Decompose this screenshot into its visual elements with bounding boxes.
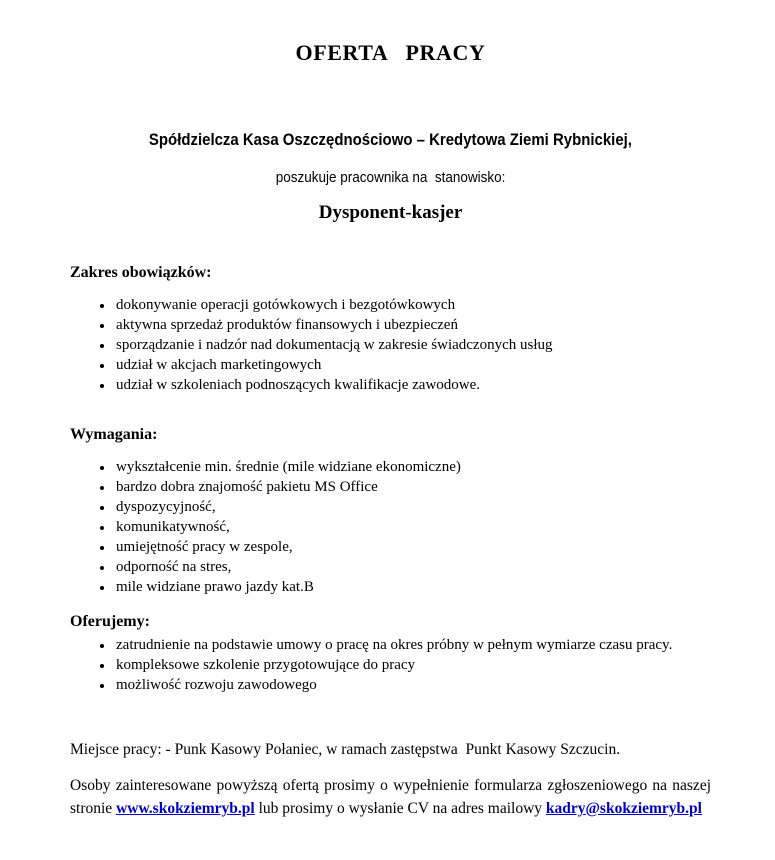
closing-paragraph <box>70 774 711 820</box>
company-line <box>70 130 711 150</box>
bullet-item: • odporność na stres, <box>114 557 711 577</box>
section-heading-requirements: Wymagania: <box>70 426 158 443</box>
bullet-item: • wykształcenie min. średnie (mile widziane ekonomiczne) <box>114 457 711 477</box>
closing-text-2: lub prosimy o wysłanie CV na adres mailowy <box>254 800 546 817</box>
bullet-item: • udział w akcjach marketingowych <box>114 355 711 375</box>
bullet-list-responsibilities <box>70 295 711 395</box>
bullet-item: • udział w szkoleniach podnoszących kwalifikacje zawodowe. <box>114 375 711 395</box>
bullet-item: • sporządzanie i nadzór nad dokumentacją w zakresie świadczonych usług <box>114 335 711 355</box>
section-responsibilities <box>70 264 711 395</box>
bullet-item: • aktywna sprzedaż produktów finansowych i ubezpieczeń <box>114 315 711 335</box>
intro-line-wrap <box>70 169 711 187</box>
section-offer <box>70 613 711 695</box>
section-heading-offer: Oferujemy: <box>70 613 150 630</box>
document-title: OFERTA PRACY <box>295 40 486 65</box>
intro-line: poszukuje pracownika na stanowisko: <box>275 169 506 186</box>
bullet-item: • możliwość rozwoju zawodowego <box>114 675 711 695</box>
bullet-item: • umiejętność pracy w zespole, <box>114 537 711 557</box>
email-link[interactable]: kadry@skokziemryb.pl <box>545 800 702 817</box>
location-line: Miejsce pracy: - Punk Kasowy Połaniec, w ramach zastępstwa Punkt Kasowy Szczucin. <box>70 741 621 758</box>
bullet-item: • kompleksowe szkolenie przygotowujące do pracy <box>114 655 711 675</box>
bullet-item: • mile widziane prawo jazdy kat.B <box>114 577 711 597</box>
bullet-item: • zatrudnienie na podstawie umowy o pracę na okres próbny w pełnym wymiarze czasu pracy. <box>114 635 711 655</box>
closing-text-1: Osoby zainteresowane powyższą ofertą prosimy o wypełnienie formularza zgłoszeniowego na naszej stronie <box>70 777 711 817</box>
bullet-item: • dyspozycyjność, <box>114 497 711 517</box>
section-requirements <box>70 426 711 597</box>
bullet-list-offer <box>70 635 711 695</box>
section-heading-responsibilities: Zakres obowiązków: <box>70 264 212 281</box>
bullet-item: • komunikatywność, <box>114 517 711 537</box>
bullet-list-requirements <box>70 457 711 597</box>
website-link[interactable]: www.skokziemryb.pl <box>116 800 255 817</box>
bullet-item: • bardzo dobra znajomość pakietu MS Office <box>114 477 711 497</box>
bullet-item: • dokonywanie operacji gotówkowych i bezgotówkowych <box>114 295 711 315</box>
position-title: Dysponent-kasjer <box>318 202 463 223</box>
company-name: Spółdzielcza Kasa Oszczędnościowo – Kredytowa Ziemi Rybnickiej, <box>148 130 633 149</box>
